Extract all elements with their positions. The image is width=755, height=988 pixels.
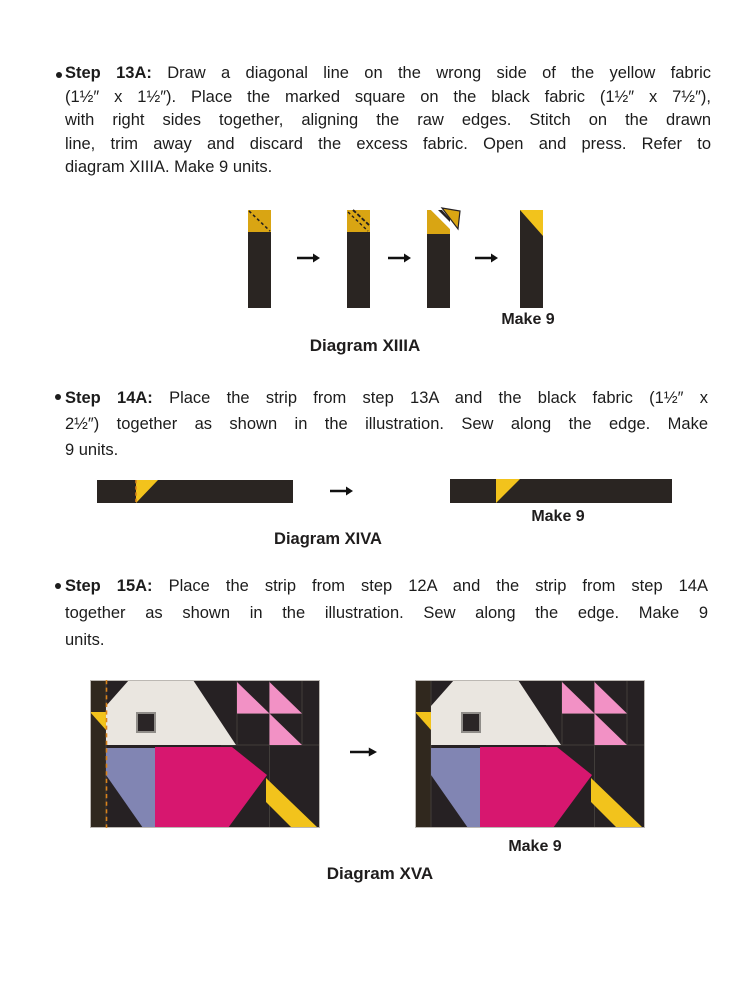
diagram-xiiia-strip-1 bbox=[248, 210, 271, 308]
arrow-icon bbox=[330, 485, 353, 497]
arrow-icon bbox=[350, 746, 377, 758]
step-15a-line-3: units. bbox=[65, 631, 105, 649]
bullet-icon bbox=[55, 394, 61, 400]
step-13a-line-4: line, trim away and discard the excess fabric. Open and press. Refer to bbox=[65, 134, 711, 153]
yellow-square bbox=[347, 210, 370, 232]
black-strip bbox=[248, 232, 271, 308]
step-14a-line-2: 2½″) together as shown in the illustration. Sew along the edge. Make bbox=[65, 415, 708, 433]
step-14a-line-3: 9 units. bbox=[65, 441, 119, 459]
step-13a-label: Step 13A: bbox=[65, 64, 152, 82]
black-strip bbox=[450, 479, 672, 503]
black-strip bbox=[97, 480, 293, 503]
diagram-xiva-caption: Diagram XIVA bbox=[274, 530, 382, 548]
diagram-xiiia-caption: Diagram XIIIA bbox=[309, 336, 421, 355]
diagram-xiiia-strip-2 bbox=[347, 210, 370, 308]
step-13a-line-5: diagram XIIIA. Make 9 units. bbox=[65, 158, 273, 176]
step-15a-label: Step 15A: bbox=[65, 577, 153, 595]
step-13a-line-3: with right sides together, aligning the raw edges. Stitch on the drawn bbox=[65, 111, 711, 129]
step-13a-line-2: (1½″ x 1½″). Place the marked square on the black fabric (1½″ x 7½″), bbox=[65, 87, 711, 106]
black-strip bbox=[347, 232, 370, 308]
diagram-xva-caption: Diagram XVA bbox=[326, 864, 434, 883]
step-text-line bbox=[65, 385, 708, 411]
step-text-line bbox=[65, 573, 708, 600]
step-14a-paragraph bbox=[65, 385, 708, 463]
make-count-label: Make 9 bbox=[501, 311, 555, 328]
step-13a-line-1: Draw a diagonal line on the wrong side of the yellow fabric bbox=[167, 64, 712, 82]
black-strip bbox=[427, 234, 450, 308]
arrow-icon bbox=[475, 252, 498, 264]
step-15a-line-1: Place the strip from step 12A and the strip from step 14A bbox=[168, 577, 708, 595]
diagram-xiva-strip-right bbox=[450, 479, 672, 503]
arrow-icon bbox=[388, 252, 411, 264]
step-13a-paragraph bbox=[65, 62, 711, 180]
make-count-label: Make 9 bbox=[508, 838, 562, 855]
step-15a-line-2: together as shown in the illustration. Sew along the edge. Make 9 bbox=[65, 604, 708, 622]
diagram-xva-block-left bbox=[90, 680, 320, 828]
arrow-icon bbox=[297, 252, 320, 264]
step-15a-paragraph bbox=[65, 573, 708, 654]
bullet-icon bbox=[56, 72, 62, 78]
step-text-line bbox=[65, 62, 711, 86]
bullet-icon bbox=[55, 583, 61, 589]
step-14a-line-1: Place the strip from step 13A and the black fabric (1½″ x bbox=[169, 389, 708, 407]
yellow-square bbox=[248, 210, 271, 232]
step-14a-label: Step 14A: bbox=[65, 389, 153, 407]
diagram-xiiia-strip-4 bbox=[520, 210, 543, 308]
diagram-xiva-strip-left bbox=[97, 480, 293, 503]
diagram-xiiia-strip-3 bbox=[427, 210, 461, 308]
diagram-xva-block-right bbox=[415, 680, 645, 828]
make-count-label: Make 9 bbox=[531, 508, 585, 525]
